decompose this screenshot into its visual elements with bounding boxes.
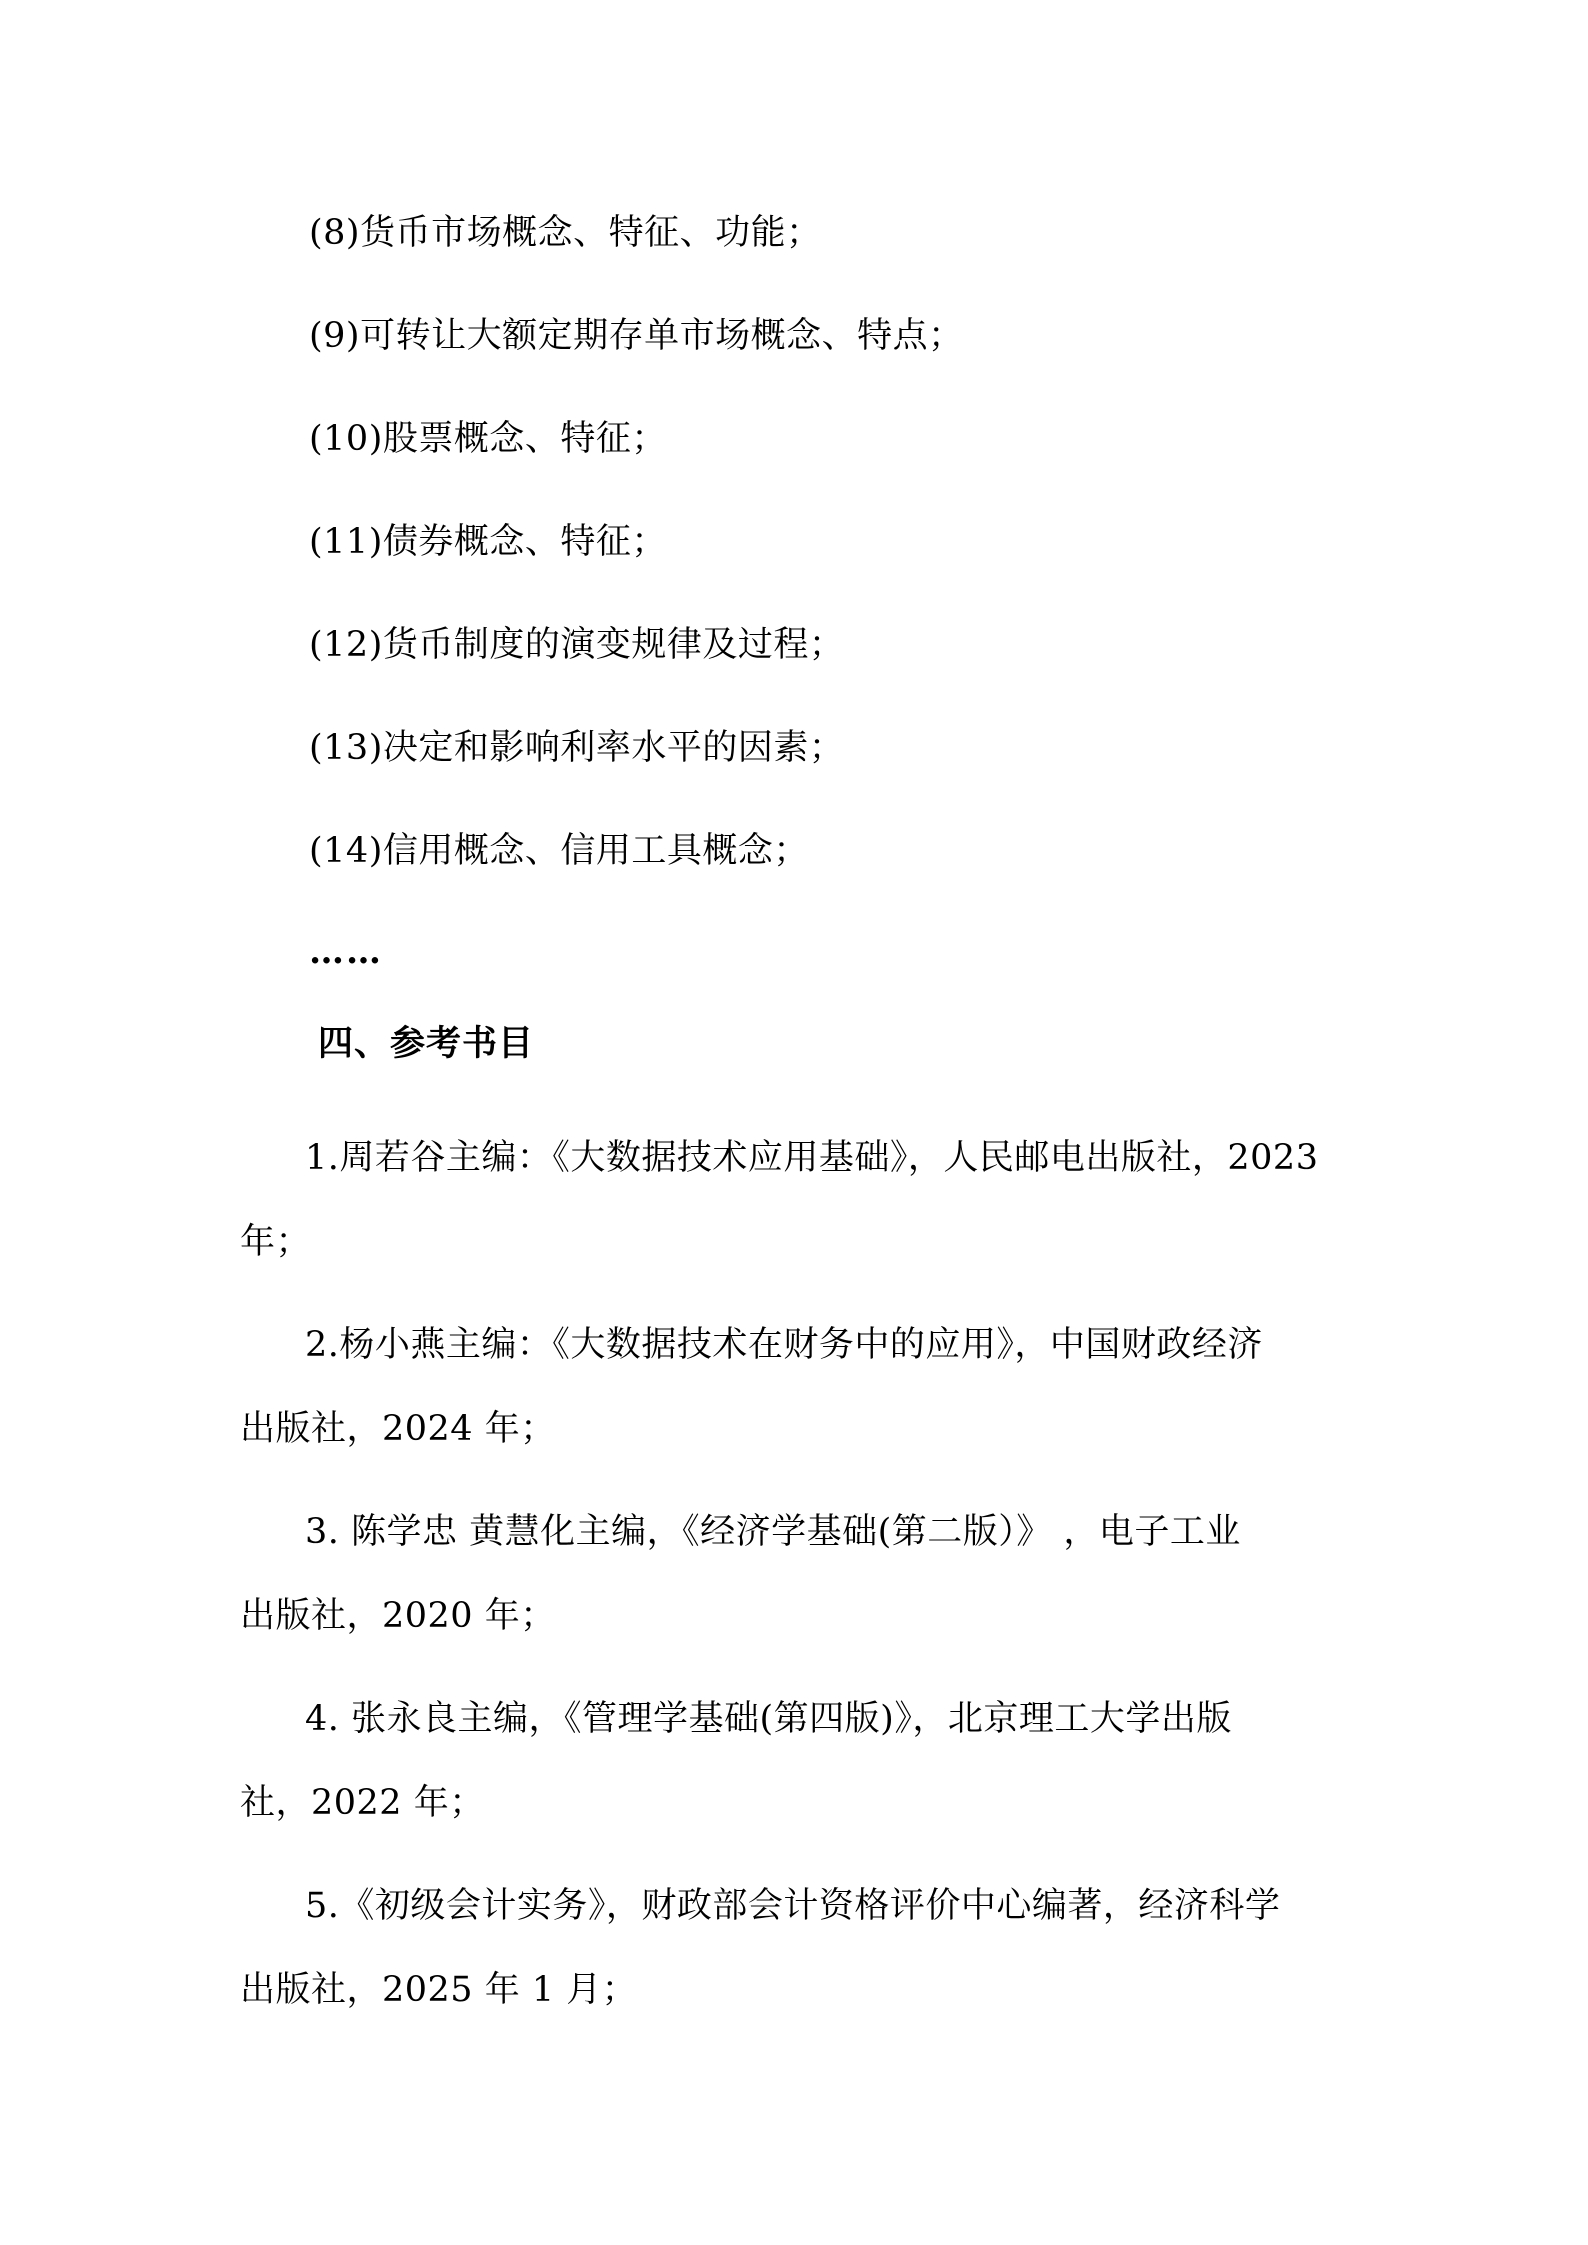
- reference-4-line-1: 4. 张永良主编，《管理学基础(第四版)》，北京理工大学出版: [305, 1699, 1232, 1739]
- list-item-14: (14)信用概念、信用工具概念；: [309, 831, 809, 871]
- reference-1-line-2: 年；: [240, 1222, 312, 1262]
- section-heading: 四、参考书目: [318, 1024, 535, 1064]
- list-item-11: (11)债券概念、特征；: [309, 522, 667, 562]
- reference-4-line-2: 社，2022 年；: [240, 1783, 485, 1823]
- list-item-12: (12)货币制度的演变规律及过程；: [309, 625, 845, 665]
- reference-5-line-2: 出版社，2025 年 1 月；: [240, 1970, 638, 2010]
- reference-2-line-1: 2.杨小燕主编：《大数据技术在财务中的应用》，中国财政经济: [305, 1325, 1263, 1365]
- list-item-10: (10)股票概念、特征；: [309, 419, 667, 459]
- reference-3-line-2: 出版社，2020 年；: [240, 1596, 556, 1636]
- list-item-13: (13)决定和影响利率水平的因素；: [309, 728, 845, 768]
- reference-5-line-1: 5.《初级会计实务》，财政部会计资格评价中心编著，经济科学: [305, 1886, 1281, 1926]
- reference-1-line-1: 1.周若谷主编：《大数据技术应用基础》，人民邮电出版社，2023: [305, 1138, 1319, 1178]
- reference-2-line-2: 出版社，2024 年；: [240, 1409, 556, 1449]
- ellipsis: ……: [309, 931, 383, 972]
- list-item-9: (9)可转让大额定期存单市场概念、特点；: [309, 316, 964, 356]
- reference-3-line-1: 3. 陈学忠 黄慧化主编，《经济学基础(第二版）》 ，电子工业: [305, 1512, 1241, 1552]
- list-item-8: (8)货币市场概念、特征、功能；: [309, 213, 822, 253]
